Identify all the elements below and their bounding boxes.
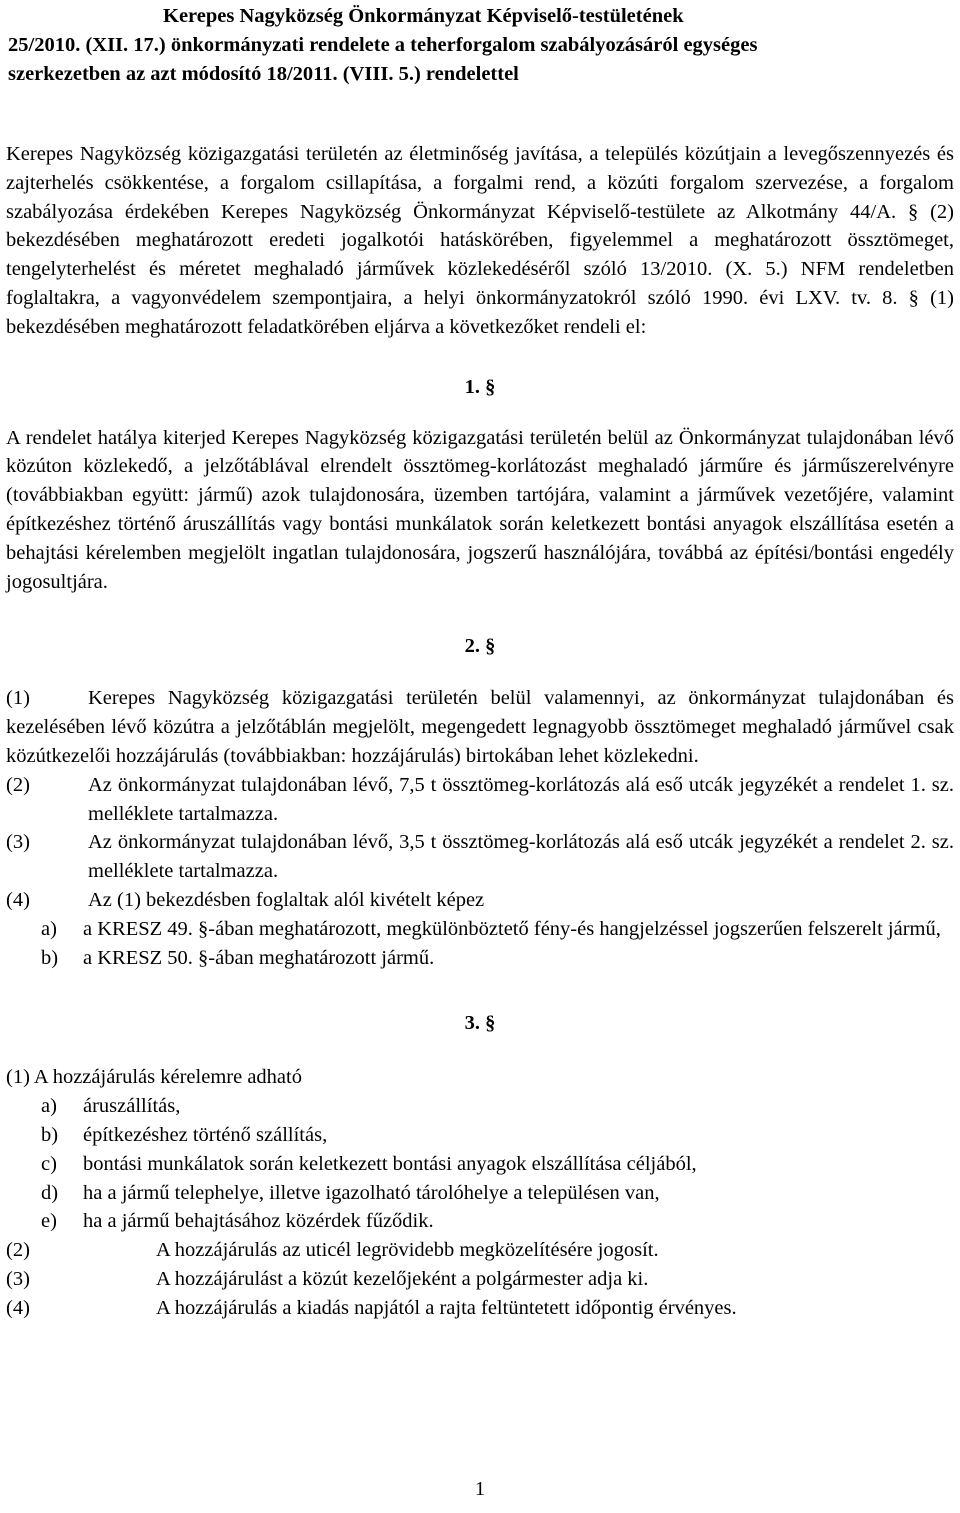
paragraph-number: (2) <box>6 773 30 796</box>
item-text: építkezéshez történő szállítás, <box>83 1123 328 1146</box>
item-letter: e) <box>41 1210 57 1233</box>
section-3-item-a <box>6 1092 954 1121</box>
paragraph-text: Az (1) bekezdésben foglaltak alól kivételt képez <box>88 888 485 911</box>
section-1-text: A rendelet hatálya kiterjed Kerepes Nagyközség közigazgatási területén belül az Önkormányzat tulajdonában lévő közúton közlekedő, a jelzőtáblával elrendelt össztömeg-korlátozást meghaladó járműre és járműszerelvényre (továbbiakban együtt: jármű) azok tulajdonosára, üzemben tartójára, valamint a járművek vezetőjére, valamint építkezéshez történő áruszállítás vagy bontási munkálatok során keletkezett bontási anyagok elszállítása esetén a behajtási kérelemben megjelölt ingatlan tulajdonosára, jogszerű használójára, továbbá az építési/bontási engedély jogosultjára. <box>6 426 954 593</box>
item-letter: c) <box>41 1152 57 1175</box>
section-1-heading: 1. § <box>464 375 496 398</box>
item-letter: b) <box>41 946 59 969</box>
section-3-paragraph-2 <box>6 1236 954 1265</box>
paragraph-text: A hozzájárulást a közút kezelőjeként a polgármester adja ki. <box>156 1267 649 1290</box>
item-text: a KRESZ 50. §-ában meghatározott jármű. <box>83 946 435 969</box>
item-letter: d) <box>41 1181 59 1204</box>
item-text: ha a jármű behajtásához közérdek fűződik. <box>83 1210 434 1233</box>
section-3-item-b <box>6 1121 954 1150</box>
paragraph-text: A hozzájárulás a kiadás napjától a rajta feltüntetett időpontig érvényes. <box>156 1296 737 1319</box>
title-line-3: szerkezetben az azt módosító 18/2011. (VIII. 5.) rendelettel <box>8 63 519 85</box>
paragraph-text: A hozzájárulás az uticél legrövidebb megközelítésére jogosít. <box>156 1239 659 1262</box>
document-title <box>6 2 954 89</box>
item-text: a KRESZ 49. §-ában meghatározott, megkülönböztető fény-és hangjelzéssel jogszerűen felszerelt jármű, <box>83 917 941 940</box>
item-letter: b) <box>41 1123 59 1146</box>
paragraph-number: (4) <box>6 888 30 911</box>
section-3-paragraph-1: (1) A hozzájárulás kérelemre adható <box>6 1066 302 1089</box>
section-3-heading: 3. § <box>464 1012 496 1035</box>
section-2-item-b <box>6 944 954 973</box>
section-3-item-c <box>6 1150 954 1179</box>
section-2-paragraph-1 <box>6 684 954 770</box>
paragraph-text: Az önkormányzat tulajdonában lévő, 3,5 t össztömeg-korlátozás alá eső utcák jegyzékét a rendelet 2. sz. melléklete tartalmazza. <box>88 831 954 883</box>
item-text: bontási munkálatok során keletkezett bontási anyagok elszállítása céljából, <box>83 1152 697 1175</box>
document-page <box>6 0 954 1323</box>
item-letter: a) <box>41 1095 57 1118</box>
section-2-paragraph-3 <box>6 828 954 886</box>
item-text: ha a jármű telephelye, illetve igazolható tárolóhelye a településen van, <box>83 1181 660 1204</box>
section-2-paragraph-2 <box>6 771 954 829</box>
preamble-paragraph: Kerepes Nagyközség közigazgatási területén az életminőség javítása, a település közútjain a levegőszennyezés és zajterhelés csökkentése, a forgalom csillapítása, a forgalmi rend, a közúti forgalom szervezése, a forgalom szabályozása érdekében Kerepes Nagyközség Önkormányzat Képviselő-testülete az Alkotmány 44/A. § (2) bekezdésében meghatározott eredeti jogalkotói hatáskörében, figyelemmel a meghatározott össztömeget, tengelyterhelést és méretet meghaladó járművek közlekedéséről szóló 13/2010. (X. 5.) NFM rendeletben foglaltakra, a vagyonvédelem szempontjaira, a helyi önkormányzatokról szóló 1990. évi LXV. tv. 8. § (1) bekezdésében meghatározott feladatkörében eljárva a következőket rendeli el: <box>6 143 954 338</box>
paragraph-text: Kerepes Nagyközség közigazgatási területén belül valamennyi, az önkormányzat tulajdonában és kezelésében lévő közútra a jelzőtáblán megjelölt, megengedett legnagyobb össztömeget meghaladó járművel csak közútkezelői hozzájárulás (továbbiakban: hozzájárulás) birtokában lehet közlekedni. <box>6 687 954 767</box>
page-number: 1 <box>474 1478 486 1500</box>
section-2-heading: 2. § <box>464 635 496 658</box>
item-text: áruszállítás, <box>83 1095 181 1118</box>
paragraph-number: (3) <box>6 831 30 854</box>
title-line-1: Kerepes Nagyközség Önkormányzat Képviselő-testületének <box>163 5 684 27</box>
paragraph-number: (3) <box>6 1267 30 1290</box>
paragraph-text: Az önkormányzat tulajdonában lévő, 7,5 t össztömeg-korlátozás alá eső utcák jegyzékét a rendelet 1. sz. melléklete tartalmazza. <box>88 773 954 825</box>
section-3-item-d <box>6 1179 954 1208</box>
section-2-paragraph-4 <box>6 886 954 915</box>
section-3-paragraph-4 <box>6 1294 954 1323</box>
title-line-2: 25/2010. (XII. 17.) önkormányzati rendelete a teherforgalom szabályozásáról egységes <box>8 34 758 56</box>
paragraph-number: (2) <box>6 1239 30 1262</box>
section-2-item-a <box>6 915 954 944</box>
section-3-item-e <box>6 1207 954 1236</box>
item-letter: a) <box>41 917 57 940</box>
paragraph-number: (1) <box>6 687 30 710</box>
paragraph-number: (4) <box>6 1296 30 1319</box>
section-3-paragraph-3 <box>6 1265 954 1294</box>
